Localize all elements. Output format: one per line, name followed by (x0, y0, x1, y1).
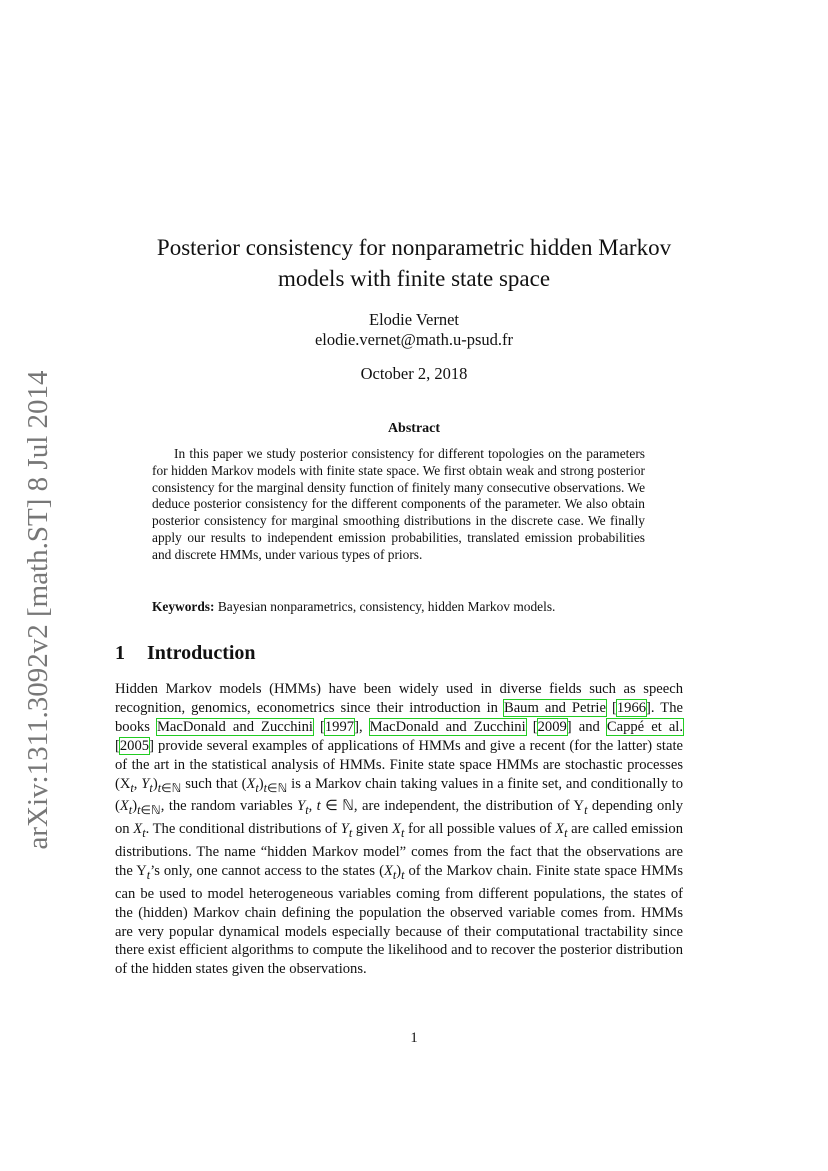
math-sub: t (255, 780, 259, 795)
citation-year-link[interactable]: 1966 (616, 699, 647, 716)
abstract-heading: Abstract (387, 421, 441, 436)
section-heading (115, 642, 256, 665)
paper-title (100, 232, 728, 294)
math-sub: t (584, 803, 588, 818)
math-var: Y (141, 775, 150, 792)
math-var: X (383, 862, 393, 879)
math-var: X (246, 775, 256, 792)
text-run: , (358, 718, 370, 735)
math-sub: t (149, 780, 153, 795)
math-var: X (392, 821, 401, 838)
text-run: . The books (115, 699, 683, 735)
math-var: X (119, 798, 129, 815)
keywords-label: Keywords: (152, 599, 215, 614)
title-line-2: models with finite state space (277, 266, 551, 291)
math-var: X (133, 821, 143, 838)
math-sub: t (401, 867, 405, 882)
math-var: t (316, 798, 321, 815)
author-name: Elodie Vernet (369, 310, 459, 329)
text-run: used to model heterogeneous variables coming from different populations, the states of the (hidden) Markov chain defining the population the observed variable comes from. HMMs are very popular dynamical models especially because of their computational tractability since there exist efficient algorithms to compute the likelihood and to recover the posterior distribution of the hidden states given the observations. (115, 885, 683, 978)
section-title: Introduction (147, 642, 256, 664)
math-var: Y (297, 798, 306, 815)
math-sub: t∈ℕ (263, 780, 288, 795)
intro-paragraph: Hidden Markov models (HMMs) have been widely used in diverse fields such as speech recognition, genomics, econometrics since their introduction in Baum and Petrie [1966]. The books MacDonald and Zucchini [1997], MacDonald and Zucchini [2009] and Cappé et al. [2005] provide several examples of applications of HMMs and give a recent (for the latter) state of the art in the statistical analysis of HMMs. Finite state space HMMs are stochastic processes ($X_t$, $Y_t)_{t\in ℕ}$ such that $(X_t)_{t\in ℕ}$ is a Markov chain taking values in a finite set, and conditionally to $(X_t)_{t\in ℕ}$, the random variables $Y_t$, t ∈ ℕ, are independent, the distribution of $Y_t$ depending only on $X_t$. The conditional distributions of $Y_t$ given $X_t$ for all possible values of $X_t$ are called emission distributions. The name “hidden Markov model” comes from the fact that the observations are the $Y_t’s$ only, one cannot access to the states $(X_t)_t$ of the Markov chain. Finite state space HMMs can be used to model heterogeneous variables coming from different populations, the states of the (hidden) Markov chain defining the population the observed variable comes from. HMMs are very popular dynamical models especially because of their computational tractability since there exist efficient algorithms to compute the likelihood and to recover the posterior distribution of the hidden states given the observations. (115, 681, 684, 978)
paper-date: October 2, 2018 (360, 364, 468, 383)
math-sub: t∈ℕ (137, 803, 161, 818)
citation-authors: Baum and Petrie (503, 699, 606, 716)
math-sub: t (564, 826, 568, 841)
math-sub: t (128, 803, 133, 818)
text-run: “hidden Markov model” comes from the fact that the observations are the Y (115, 843, 683, 879)
math-sub: t (400, 826, 405, 841)
math-sub: t∈ℕ (157, 780, 182, 795)
math-var: X (555, 821, 565, 838)
author-email: elodie.vernet@math.u-psud.fr (314, 330, 513, 349)
keywords (152, 598, 645, 615)
arxiv-identifier: arXiv:1311.3092v2 [math.ST] 8 Jul 2014 (22, 370, 54, 850)
citation-link[interactable]: Cappé et al. (606, 718, 684, 735)
citation-link[interactable]: MacDonald and Zucchini (156, 718, 313, 735)
title-line-1: Posterior consistency for nonparametric hidden Markov (156, 235, 672, 260)
citation-year-link[interactable]: 2009 (537, 718, 567, 735)
citation-link[interactable] (504, 700, 606, 716)
math-sub: t (392, 867, 397, 882)
math-sub: t (305, 803, 309, 818)
text-run: and (571, 718, 607, 735)
math-var: Y (340, 821, 349, 838)
text-run: Hidden Markov models (HMMs) have been widely used in diverse fields such as speech recognition, genomics, econometrics since their introduction in (115, 681, 683, 716)
page-number: 1 (410, 1030, 418, 1046)
math-sub: t (348, 826, 353, 841)
citation-year-link[interactable]: 2005 (119, 737, 150, 754)
keywords-text: Bayesian nonparametrics, consistency, hidden Markov models. (217, 599, 556, 614)
math-sub: t (146, 867, 151, 882)
math-sub: t (142, 826, 146, 841)
math-sub: t (130, 780, 134, 795)
text-run: provide several examples of applications of HMMs and give a recent (for the latter) state of the art in the statistical analysis of HMMs. Finite state space HMMs are stochastic processes (X (115, 737, 683, 792)
citation-link[interactable]: MacDonald and Zucchini (369, 718, 526, 735)
citation-year-link[interactable]: 1997 (324, 718, 355, 735)
author-block (100, 310, 728, 350)
text-run: independent, the distribution of Y (384, 798, 585, 815)
arxiv-side-stamp (18, 370, 58, 850)
abstract-text: In this paper we study posterior consistency for different topologies on the parameters for hidden Markov models with finite state space. We first obtain weak and strong posterior consistency for the marginal density function of finitely many consecutive observations. We deduce posterior consistency for the different components of the parameter. We also obtain posterior consistency for marginal smoothing distributions in the discrete case. We finally apply our results to independent emission probabilities, translated emission probabilities and discrete HMMs, under various types of priors. (152, 446, 646, 562)
section-number: 1 (115, 642, 125, 664)
